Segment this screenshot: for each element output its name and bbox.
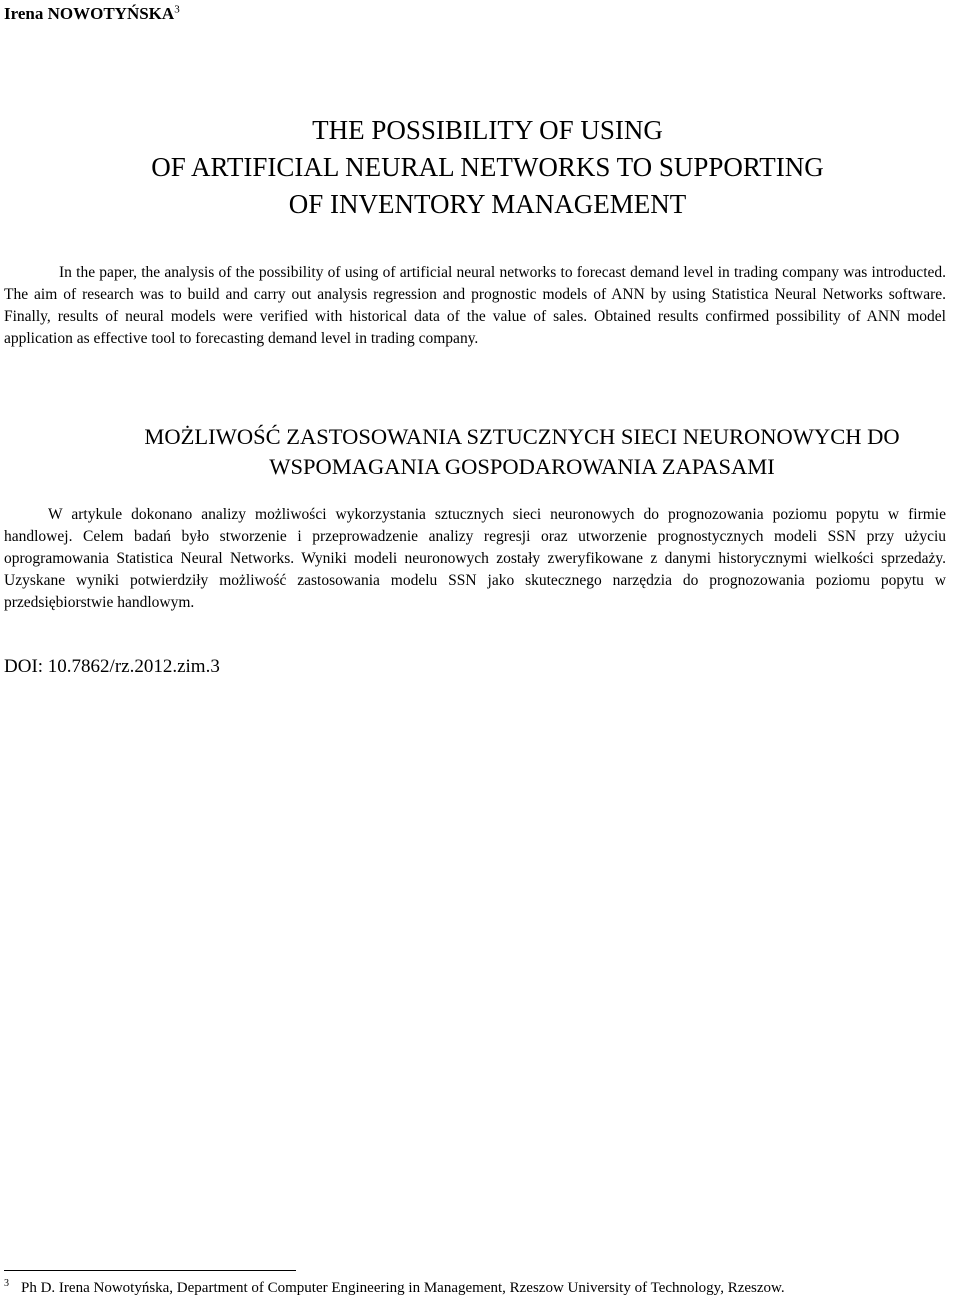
english-title xyxy=(0,112,960,223)
footnote-mark: 3 xyxy=(4,1278,9,1289)
author-name-text: Irena NOWOTYŃSKA xyxy=(4,4,175,23)
english-title-line-1: THE POSSIBILITY OF USING xyxy=(312,115,663,145)
footnote-divider xyxy=(4,1270,296,1271)
footnote-text: Ph D. Irena Nowotyńska, Department of Computer Engineering in Management, Rzeszow University of Technology, Rzeszow. xyxy=(21,1280,785,1296)
polish-title-line-1: MOŻLIWOŚĆ ZASTOSOWANIA SZTUCZNYCH SIECI NEURONOWYCH DO xyxy=(144,424,900,449)
english-title-line-2: OF ARTIFICIAL NEURAL NETWORKS TO SUPPORTING xyxy=(151,152,824,182)
polish-title xyxy=(0,422,960,482)
english-title-line-3: OF INVENTORY MANAGEMENT xyxy=(288,189,687,219)
author-name xyxy=(4,4,180,24)
footnote xyxy=(4,1280,785,1297)
doi-identifier: DOI: 10.7862/rz.2012.zim.3 xyxy=(4,656,220,677)
polish-title-line-2: WSPOMAGANIA GOSPODAROWANIA ZAPASAMI xyxy=(269,454,775,479)
polish-abstract: W artykule dokonano analizy możliwości wykorzystania sztucznych sieci neuronowych do prognozowania poziomu popytu w firmie handlowej. Celem badań było stworzenie i przeprowadzenie analizy regresji oraz utworzenie prognostycznych modeli SSN przy użyciu oprogramowania Statistica Neural Networks. Wyniki modeli neuronowych zostały zweryfikowane z danymi historycznymi wielkości sprzedaży. Uzyskane wyniki potwierdziły możliwość zastosowania modelu SSN jako skutecznego narzędzia do prognozowania poziomu popytu w przedsiębiorstwie handlowym. xyxy=(4,506,946,611)
author-footnote-mark: 3 xyxy=(174,3,180,16)
english-abstract: In the paper, the analysis of the possibility of using of artificial neural networks to forecast demand level in trading company was introducted. The aim of research was to build and carry out analysis regression and prognostic models of ANN by using Statistica Neural Networks software. Finally, results of neural models were verified with historical data of the value of sales. Obtained results confirmed possibility of ANN model application as effective tool to forecasting demand level in trading company. xyxy=(4,264,946,347)
